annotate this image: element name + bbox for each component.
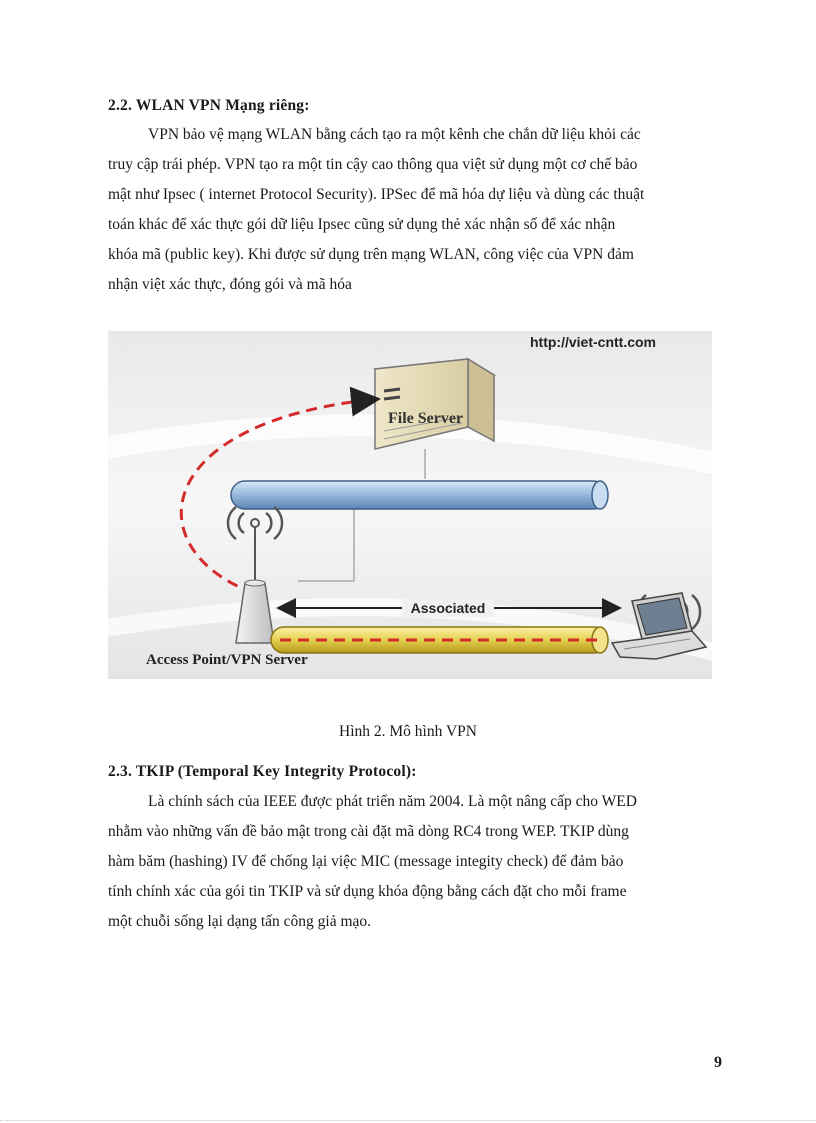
lan-backbone-tube [231,481,608,509]
page-bottom-rule [0,1120,816,1121]
section-2-2-heading: 2.2. WLAN VPN Mạng riêng: [108,97,310,114]
vpn-diagram [108,331,712,679]
paragraph-line: khóa mã (public key). Khi được sử dụng trên mạng WLAN, công việc của VPN đảm [108,246,634,263]
page-number: 9 [714,1054,722,1071]
associated-label: Associated [410,600,486,616]
file-server-label: File Server [388,410,464,427]
vpn-diagram-figure [108,331,712,679]
paragraph-line: nhận việt xác thực, đóng gói và mã hóa [108,276,352,293]
figure-caption: Hình 2. Mô hình VPN [339,723,477,740]
paragraph-line: hàm băm (hashing) IV để chống lại việc MIC (message integity check) để đảm bảo [108,853,624,870]
paragraph-line: mật như Ipsec ( internet Protocol Security). IPSec để mã hóa dự liệu và dùng các thuật [108,186,645,203]
paragraph-line: VPN bảo vệ mạng WLAN bằng cách tạo ra một kênh che chắn dữ liệu khỏi các [148,126,641,143]
paragraph-line: Là chính sách của IEEE được phát triển năm 2004. Là một nâng cấp cho WED [148,793,637,810]
section-2-2-paragraph [108,120,728,300]
paragraph-line: nhằm vào những vấn đề bảo mật trong cài đặt mã dòng RC4 trong WEP. TKIP dùng [108,823,629,840]
paragraph-line: tính chính xác của gói tin TKIP và sử dụng khóa động bằng cách đặt cho mỗi frame [108,883,627,900]
paragraph-line: một chuỗi sống lại dạng tấn công giả mạo. [108,913,372,930]
wireless-tunnel-tube [271,627,608,653]
watermark-url: http://viet-cntt.com [530,334,656,350]
paragraph-line: toán khác để xác thực gói dữ liệu Ipsec cũng sử dụng thẻ xác nhận số để xác nhận [108,216,616,233]
section-2-3-heading: 2.3. TKIP (Temporal Key Integrity Protocol): [108,763,417,780]
paragraph-line: truy cập trái phép. VPN tạo ra một tin cậy cao thông qua việt sử dụng một cơ chế bảo [108,156,638,173]
access-point-label: Access Point/VPN Server [146,652,308,668]
section-2-3-paragraph [108,787,728,937]
